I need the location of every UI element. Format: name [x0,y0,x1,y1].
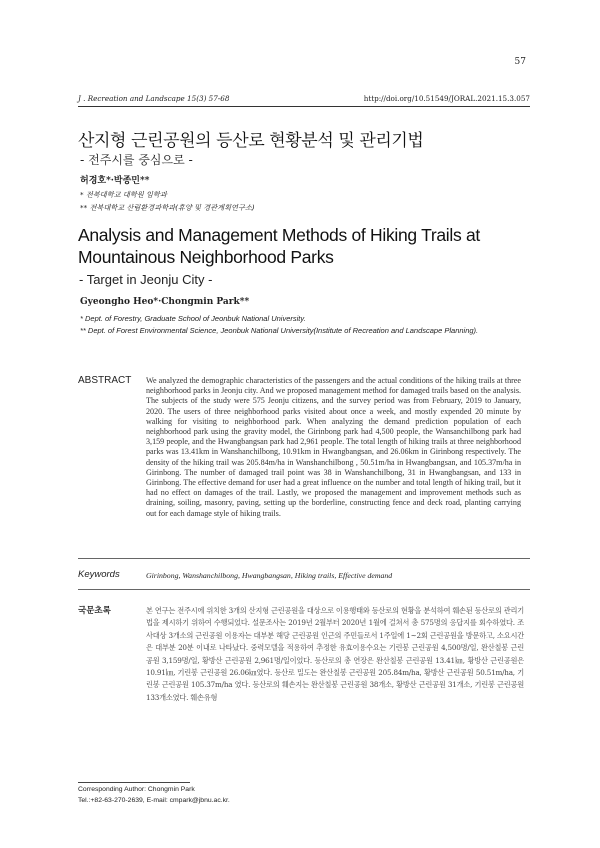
journal-citation: J . Recreation and Landscape 15(3) 57-68 [78,94,230,103]
abstract-label: ABSTRACT [78,375,132,386]
keywords-text: Girinbong, Wanshanchilbong, Hwangbangsan, Hiking trails, Effective demand [146,571,393,580]
contact-info: Tel.:+82-63-270-2639, E-mail: cmpark@jbnu.ac.kr. [78,797,230,804]
keywords-top-rule [78,558,530,559]
doi-link[interactable]: http://doi.org/10.51549/JORAL.2021.15.3.057 [363,94,530,103]
korean-affiliation-1: * 전북대학교 대학원 임학과 [80,190,167,199]
korean-abstract-text: 본 연구는 전주시에 위치한 3개의 산지형 근린공원을 대상으로 이용행태와 등산로의 현황을 분석하여 훼손된 등산로의 관리기법을 제시하기 위하여 수행되었다. 설문조사는 2019년 2월부터 2020년 1월에 걸쳐서 총 575명의 응답지를 회수하였다. 조사대상 3개소의 근린공원 이용자는 대부분 해당 근린공원 인근의 주민들로서 1주일에 1~2회 근린공원을 방문하고, 소요시간은 대부분 20분 이내로 나타났다. 중력모델을 적용하여 추정한 유효이용수요는 기린봉 근린공원 4,500명/일, 완산칠봉 근린공원 3,159명/일, 황방산 근린공원 2,961명/일이었다. 등산로의 총 연장은 완산칠봉 근린공원 13.41㎞, 황방산 근린공원은 10.91㎞, 기린봉 근린공원 26.06㎞였다. 등산로 밀도는 완산칠봉 근린공원 205.84m/ha, 황방산 근린공원 50.51m/ha, 기린봉 근린공원 105.37m/ha 였다. 등산로의 훼손지는 완산칠봉 근린공원 38개소, 황방산 근린공원 31개소, 기린봉 근린공원 133개소였다. 훼손유형 [146,606,524,702]
english-subtitle: - Target in Jeonju City - [79,272,213,287]
korean-affiliation-2: ** 전북대학교 산림환경과학과(휴양 및 경관계획연구소) [80,203,255,212]
header-rule [78,106,530,107]
footnote-rule [78,782,190,783]
korean-abstract-label: 국문초록 [78,606,111,616]
running-head [78,94,530,103]
korean-title: 산지형 근린공원의 등산로 현황분석 및 관리기법 [78,131,424,151]
keywords-label: Keywords [78,569,120,580]
abstract-text: We analyzed the demographic characteristics of the passengers and the actual conditions of the hiking trails at three neighborhood parks in Jeonju city. And we proposed management method for damaged trails based on the analysis. The subjects of the study were 575 Jeonju citizens, and the survey period was from February, 2019 to January, 2020. The users of three neighborhood parks visited about once a week, and mostly expended 20 minute by walking for visiting to neighborhood park. When analyzing the demand prediction population of each neighborhood park using the gravity model, the Girinbong park had 4,500 people, the Wansanchilbong park had 3,159 people, and the Hwangbangsan park had 2,961 people. The total length of hiking trails at three neighborhood parks was 13.41km in Wanshanchilbong, 10.91km in Hwangbangsan, and 26.06km in Girinbong respectively. The density of the hiking trail was 205.84m/ha in Wanshanchilbong , 50.51m/ha in Hwangbangsan, and 105.37m/ha in Girinbong. The number of damaged trail point was 38 in Wanshanchilbong, 31 in Hwangbangsan, and 133 in Girinbong. The effective demand for user had a great influence on the number and total length of hiking trail, but it had no effect on damages of the trail. Lastly, we proposed the management and improvement methods such as draining, soiling, masonry, paving, setting up the borderline, constructing fence and deck road, planting carrying out for each damage style of hiking trails. [146,376,521,518]
english-affiliation-1: * Dept. of Forestry, Graduate School of Jeonbuk National University. [80,314,306,323]
korean-subtitle: - 전주시를 중심으로 - [80,153,193,167]
english-authors: Gyeongho Heo*·Chongmin Park** [80,297,250,307]
korean-authors: 허경호*·박종민** [80,176,150,186]
page-number: 57 [514,57,526,67]
corresponding-author: Corresponding Author: Chongmin Park [78,786,195,793]
keywords-bottom-rule [78,589,530,590]
english-title: Analysis and Management Methods of Hiking Trails at Mountainous Neighborhood Parks [78,225,480,267]
english-affiliation-2: ** Dept. of Forest Environmental Science, Jeonbuk National University(Institute of Recreation and Landscape Planning). [80,326,479,335]
